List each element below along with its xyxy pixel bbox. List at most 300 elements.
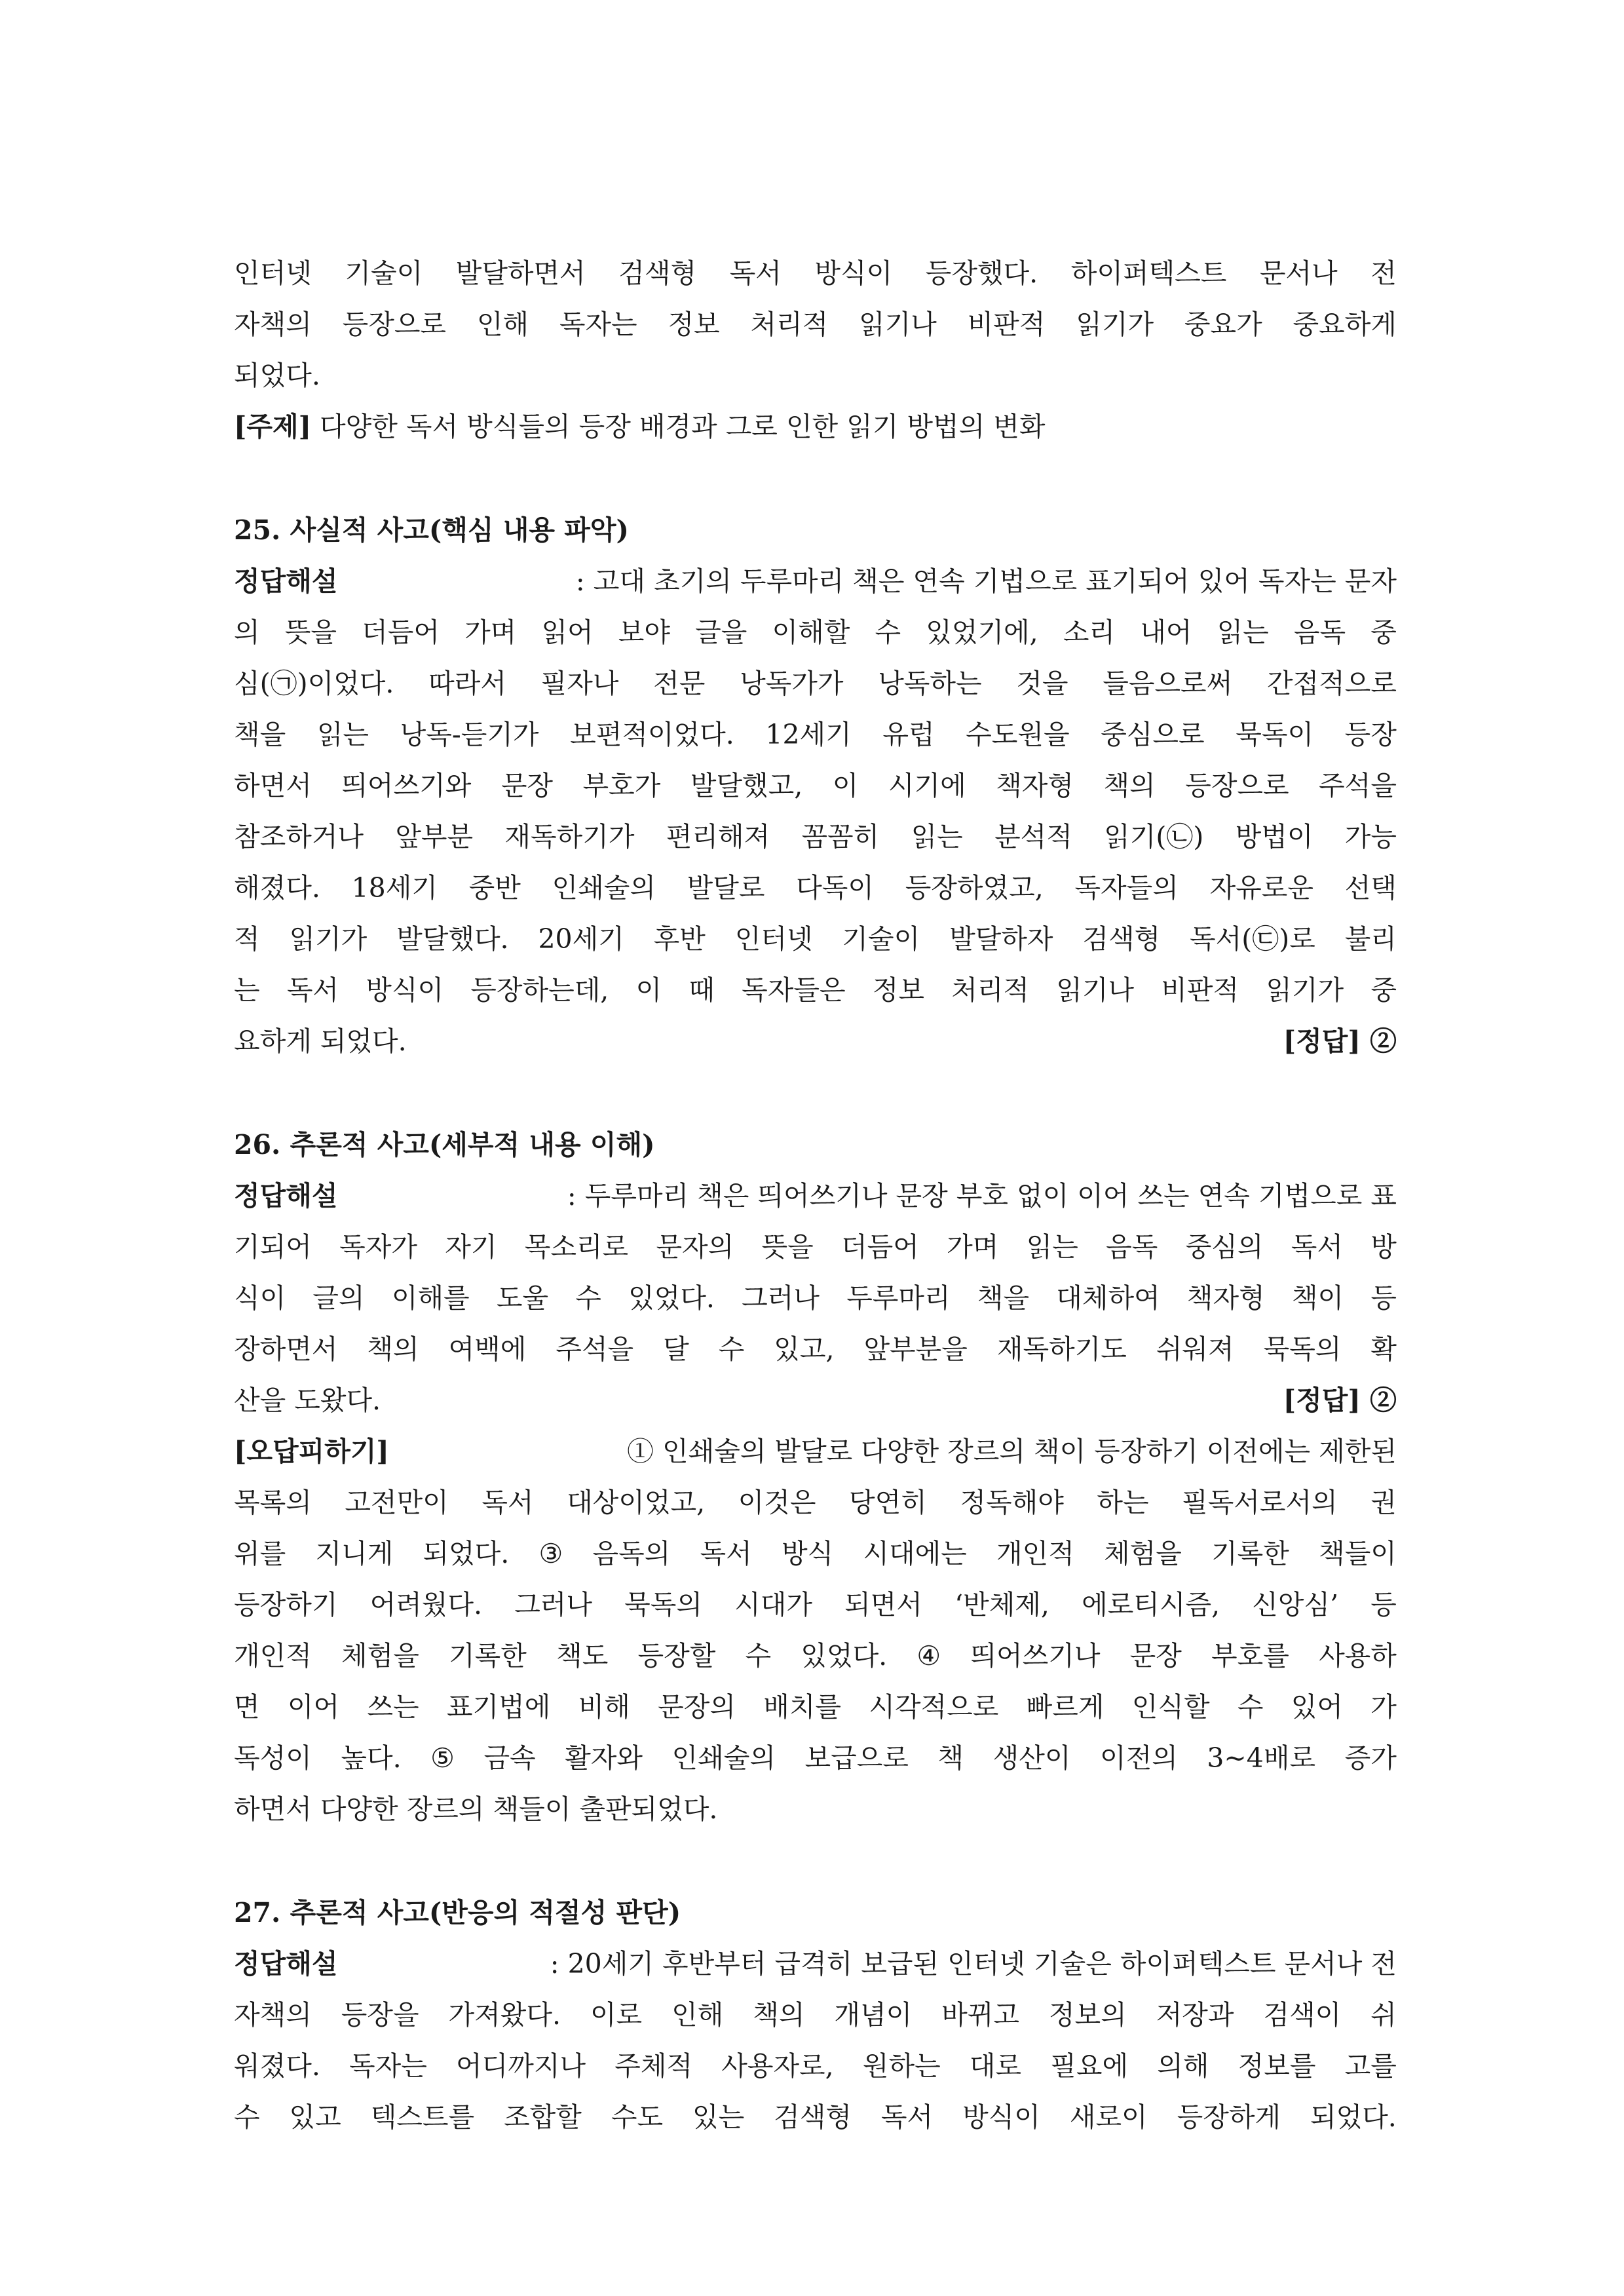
word: 있고	[289, 2101, 341, 2133]
word: 수	[718, 1333, 745, 1365]
word: 분석적	[994, 821, 1072, 852]
word: 묵독의	[1263, 1333, 1342, 1365]
text-line	[234, 709, 1397, 760]
word: 등장으로	[342, 309, 447, 340]
word: 띄어쓰기와	[341, 770, 472, 801]
answer-line	[234, 1375, 1397, 1426]
word: 뜻을	[761, 1231, 814, 1263]
word: 발달하면서	[455, 258, 586, 289]
word: 등	[1370, 1589, 1397, 1620]
word: 조합할	[504, 2101, 582, 2133]
word: 독자는	[559, 309, 637, 340]
word: 검색형	[618, 258, 697, 289]
word: 대체하여	[1056, 1282, 1160, 1314]
word: 간접적으로	[1266, 668, 1397, 699]
word: 낭독-듣기가	[400, 719, 539, 750]
word: 재독하기도	[996, 1333, 1127, 1365]
word: 되면서	[844, 1589, 922, 1620]
explanation-text: : 20세기 후반부터 급격히 보급된 인터넷 기술은 하이퍼텍스트 문서나 전	[541, 1948, 1397, 1980]
word: 적	[234, 923, 260, 955]
word: 사용자로,	[721, 2050, 834, 2082]
word: 독서	[1291, 1231, 1343, 1263]
word: 등장을	[341, 1999, 419, 2031]
word: 책을	[234, 719, 286, 750]
word: 그러나	[742, 1282, 820, 1314]
word: ‘반체제,	[954, 1589, 1049, 1620]
word: 달	[663, 1333, 689, 1365]
word: 원하는	[862, 2050, 941, 2082]
text-line	[234, 2092, 1397, 2143]
word: 정보	[668, 309, 720, 340]
text-line: 되었다.	[234, 360, 320, 391]
word: 방법이	[1235, 821, 1313, 852]
word: 방식이	[962, 2101, 1040, 2133]
theme-line	[234, 401, 1397, 452]
word: 이	[635, 974, 662, 1006]
word: 책도	[556, 1640, 609, 1672]
word: 참조하거나	[234, 821, 364, 852]
text-line	[234, 1989, 1397, 2040]
word: 빠르게	[1026, 1691, 1105, 1723]
word: 띄어쓰기나	[970, 1640, 1101, 1672]
word: 검색형	[1082, 923, 1161, 955]
word: 독서(㉢)로	[1190, 923, 1315, 955]
word: 내어	[1140, 617, 1192, 648]
word: 뜻을	[284, 617, 337, 648]
word: 해졌다.	[234, 872, 320, 904]
word: 전	[1370, 258, 1397, 289]
word: 책자형	[1186, 1282, 1265, 1314]
word: 등장	[1344, 719, 1397, 750]
word: 자기	[445, 1231, 497, 1263]
word: 그러나	[514, 1589, 593, 1620]
word: 인터넷	[234, 258, 312, 289]
word: 후반	[653, 923, 706, 955]
question-26-heading: 26. 추론적 사고(세부적 내용 이해)	[234, 1129, 655, 1160]
word: 비판적	[1161, 974, 1239, 1006]
word: 문서나	[1259, 258, 1338, 289]
word: 발달로	[687, 872, 765, 904]
word: 수도	[611, 2101, 664, 2133]
word: 독자는	[349, 2050, 427, 2082]
word: 책을	[977, 1282, 1030, 1314]
word: 편리해져	[666, 821, 770, 852]
word: 중심의	[1185, 1231, 1264, 1263]
word: 심(㉠)이었다.	[234, 668, 394, 699]
word: 비판적	[967, 309, 1046, 340]
word: 유럽	[882, 719, 935, 750]
word: 하는	[1097, 1487, 1149, 1518]
explanation-first-line	[234, 1938, 1397, 1989]
text-line	[234, 607, 1397, 658]
word: 기록한	[1211, 1538, 1289, 1569]
word: 중반	[468, 872, 521, 904]
text-line	[234, 1324, 1397, 1375]
word: 묵독이	[1236, 719, 1314, 750]
word: 쉬	[1370, 1999, 1397, 2031]
word: 있었다.	[801, 1640, 888, 1672]
word: 3~4배로	[1207, 1742, 1316, 1774]
word: 읽기가	[289, 923, 368, 955]
word: 낭독가가	[740, 668, 844, 699]
word: 는	[234, 974, 260, 1006]
word: 필독서로서의	[1182, 1487, 1338, 1518]
word: 독서	[729, 258, 782, 289]
word: 보야	[618, 617, 671, 648]
word: 12세기	[765, 719, 852, 750]
text-line	[234, 248, 1397, 299]
word: 보편적이었다.	[570, 719, 734, 750]
word: 되었다.	[1310, 2101, 1397, 2133]
word: 중요하게	[1293, 309, 1397, 340]
word: 식이	[234, 1282, 286, 1314]
word: 위를	[234, 1538, 286, 1569]
word: 문장의	[658, 1691, 736, 1723]
explanation-label: 정답해설	[234, 565, 338, 597]
word: 읽기나	[1056, 974, 1135, 1006]
word: 문장	[1129, 1640, 1182, 1672]
word: 기술이	[842, 923, 920, 955]
word: 당연히	[849, 1487, 927, 1518]
word: 주석을	[1319, 770, 1397, 801]
word: 가며	[464, 617, 517, 648]
word: 있는	[692, 2101, 745, 2133]
word: 방식이	[366, 974, 444, 1006]
word: 권	[1370, 1487, 1397, 1518]
word: 문장	[500, 770, 554, 801]
word: 읽기(㉡)	[1104, 821, 1204, 852]
word: 텍스트를	[370, 2101, 475, 2133]
word: 등장했다.	[925, 258, 1038, 289]
word: 에로티시즘,	[1082, 1589, 1220, 1620]
word: 독자들은	[742, 974, 846, 1006]
theme-text: 다양한 독서 방식들의 등장 배경과 그로 인한 읽기 방법의 변화	[311, 411, 1046, 442]
word: 읽는	[1217, 617, 1269, 648]
word: 등장하기	[234, 1589, 338, 1620]
word: 글의	[312, 1282, 365, 1314]
word: 읽기가	[1266, 974, 1344, 1006]
text-line: 하면서 다양한 장르의 책들이 출판되었다.	[234, 1793, 718, 1825]
word: 처리적	[750, 309, 829, 340]
word: 더듬어	[362, 617, 440, 648]
word: 수	[234, 2101, 260, 2133]
word: 방식이	[814, 258, 893, 289]
word: 들음으로써	[1103, 668, 1233, 699]
wrong-answer-text: ① 인쇄술의 발달로 다양한 장르의 책이 등장하기 이전에는 제한된	[618, 1436, 1397, 1467]
word: 수	[745, 1640, 772, 1672]
text-line	[234, 811, 1397, 862]
word: 표기법에	[446, 1691, 551, 1723]
word: ⑤	[430, 1742, 455, 1774]
word: 읽는	[1026, 1231, 1078, 1263]
word: 이	[832, 770, 859, 801]
word: 목소리로	[524, 1231, 629, 1263]
word: ③	[538, 1538, 563, 1569]
question-27-heading: 27. 추론적 사고(반응의 적절성 판단)	[234, 1897, 681, 1928]
word: 부호가	[582, 770, 661, 801]
word: 인해	[476, 309, 529, 340]
word: 쓰는	[367, 1691, 419, 1723]
word: 처리적	[951, 974, 1030, 1006]
word: 시대에는	[863, 1538, 967, 1569]
word: 있어	[1291, 1691, 1343, 1723]
text-line: 산을 도왔다.	[234, 1385, 381, 1416]
word: 쉬워져	[1156, 1333, 1234, 1365]
wrong-answer-label: [오답피하기]	[234, 1436, 389, 1467]
word: 검색이	[1263, 1999, 1342, 2031]
word: 고를	[1344, 2050, 1397, 2082]
word: 보급으로	[804, 1742, 909, 1774]
word: 비해	[578, 1691, 630, 1723]
text-line	[234, 1630, 1397, 1681]
word: 독자들의	[1074, 872, 1179, 904]
explanation-label: 정답해설	[234, 1948, 338, 1980]
word: 글을	[695, 617, 747, 648]
word: 체험을	[1104, 1538, 1182, 1569]
answer-badge: [정답] ②	[1283, 1385, 1397, 1416]
word: 두루마리	[846, 1282, 951, 1314]
word: 선택	[1344, 872, 1397, 904]
word: 가능	[1344, 821, 1397, 852]
word: 기록한	[449, 1640, 527, 1672]
text-line	[234, 965, 1397, 1016]
word: 이로	[590, 1999, 643, 2031]
word: 책의	[1103, 770, 1156, 801]
text-line	[234, 1732, 1397, 1784]
word: 주체적	[614, 2050, 693, 2082]
word: 주석을	[556, 1333, 634, 1365]
word: 독서	[482, 1487, 534, 1518]
word: 지니게	[315, 1538, 394, 1569]
word: 정보의	[1048, 1999, 1127, 2031]
explanation-first-line	[234, 556, 1397, 607]
answer-badge: [정답] ②	[1283, 1025, 1397, 1057]
word: 따라서	[428, 668, 506, 699]
word: 장하면서	[234, 1333, 338, 1365]
word: 전문	[653, 668, 706, 699]
word: 있었기에,	[926, 617, 1038, 648]
answer-line	[234, 1016, 1397, 1067]
word: 등장하였고,	[905, 872, 1044, 904]
word: 기술이	[345, 258, 423, 289]
word: 발달했고,	[690, 770, 803, 801]
word: 사용하	[1319, 1640, 1397, 1672]
word: 소리	[1063, 617, 1116, 648]
word: 증가	[1344, 1742, 1397, 1774]
word: 독서	[700, 1538, 752, 1569]
word: 목록의	[234, 1487, 312, 1518]
word: 워졌다.	[234, 2050, 320, 2082]
word: 시대가	[734, 1589, 812, 1620]
word: 음독	[1106, 1231, 1158, 1263]
word: 읽는	[911, 821, 963, 852]
word: 때	[689, 974, 715, 1006]
word: 등장할	[637, 1640, 716, 1672]
word: 책	[937, 1742, 964, 1774]
word: 자유로운	[1209, 872, 1313, 904]
word: 독자가	[339, 1231, 417, 1263]
word: 중	[1370, 617, 1397, 648]
word: 높다.	[341, 1742, 402, 1774]
theme-label: [주제]	[234, 411, 312, 442]
explanation-text: : 두루마리 책은 띄어쓰기나 문장 부호 없이 이어 쓰는 연속 기법으로 표	[558, 1180, 1397, 1212]
word: 체험을	[341, 1640, 419, 1672]
word: 읽는	[316, 719, 369, 750]
text-line	[234, 1681, 1397, 1732]
word: 불리	[1344, 923, 1397, 955]
word: 인식할	[1131, 1691, 1210, 1723]
word: 시각적으로	[869, 1691, 999, 1723]
word: 이전의	[1099, 1742, 1178, 1774]
word: 자책의	[234, 309, 312, 340]
word: 음독의	[592, 1538, 671, 1569]
word: 20세기	[538, 923, 624, 955]
word: 도울	[496, 1282, 549, 1314]
word: 있고,	[774, 1333, 835, 1365]
word: 의해	[1157, 2050, 1209, 2082]
word: 있었다.	[628, 1282, 715, 1314]
word: 바뀌고	[941, 1999, 1019, 2031]
word: 정보	[872, 974, 925, 1006]
word: 수	[1237, 1691, 1264, 1723]
word: 앞부분을	[863, 1333, 968, 1365]
text-line	[234, 1221, 1397, 1272]
word: 정보를	[1237, 2050, 1316, 2082]
word: 시기에	[888, 770, 966, 801]
word: 이어	[287, 1691, 340, 1723]
word: 책들이	[1319, 1538, 1397, 1569]
word: 책의	[367, 1333, 419, 1365]
word: 더듬어	[841, 1231, 919, 1263]
word: 18세기	[351, 872, 438, 904]
word: 가며	[947, 1231, 999, 1263]
word: 등장하는데,	[470, 974, 609, 1006]
text-line	[234, 760, 1397, 811]
word: 면	[234, 1691, 260, 1723]
word: 개인적	[234, 1640, 312, 1672]
word: 재독하기가	[504, 821, 635, 852]
text-line	[234, 1528, 1397, 1579]
word: 인쇄술의	[552, 872, 656, 904]
word: 발달하자	[949, 923, 1053, 955]
word: 등장하게	[1177, 2101, 1281, 2133]
word: 읽기가	[1076, 309, 1154, 340]
word: 등장으로	[1185, 770, 1289, 801]
word: 배치를	[763, 1691, 842, 1723]
word: 인쇄술의	[671, 1742, 776, 1774]
word: 이해할	[772, 617, 850, 648]
word: 독서	[286, 974, 339, 1006]
word: 꼼꼼히	[801, 821, 880, 852]
word: 책자형	[996, 770, 1074, 801]
document-page	[234, 248, 1397, 2143]
text-line	[234, 658, 1397, 709]
word: 중심으로	[1101, 719, 1205, 750]
word: 등	[1370, 1282, 1397, 1314]
text-line	[234, 862, 1397, 913]
word: 책의	[753, 1999, 805, 2031]
text-line: 요하게 되었다.	[234, 1025, 407, 1057]
word: 자책의	[234, 1999, 312, 2031]
word: 기되어	[234, 1231, 312, 1263]
word: 고전만이	[345, 1487, 449, 1518]
word: 생산이	[992, 1742, 1071, 1774]
word: 필요에	[1050, 2050, 1129, 2082]
word: 의	[234, 617, 260, 648]
word: 필자나	[540, 668, 619, 699]
word: 이해를	[391, 1282, 470, 1314]
word: 저장과	[1156, 1999, 1234, 2031]
text-line	[234, 299, 1397, 350]
word: 읽어	[541, 617, 594, 648]
word: 부호를	[1211, 1640, 1289, 1672]
word: 낭독하는	[878, 668, 982, 699]
text-line	[234, 1272, 1397, 1324]
word: 음독	[1293, 617, 1346, 648]
word: 가져왔다.	[448, 1999, 561, 2031]
explanation-first-line	[234, 1170, 1397, 1221]
text-line	[234, 2040, 1397, 2092]
word: 가	[1370, 1691, 1397, 1723]
word: 하이퍼텍스트	[1070, 258, 1227, 289]
word: 대상이었고,	[567, 1487, 706, 1518]
word: 금속	[483, 1742, 536, 1774]
word: 되었다.	[423, 1538, 510, 1569]
word: 인터넷	[734, 923, 813, 955]
explanation-label: 정답해설	[234, 1180, 338, 1212]
word: 다독이	[796, 872, 874, 904]
word: 새로이	[1069, 2101, 1148, 2133]
word: 개인적	[996, 1538, 1074, 1569]
word: 중	[1370, 974, 1397, 1006]
word: 읽기나	[859, 309, 937, 340]
word: 방식	[781, 1538, 834, 1569]
word: 것을	[1016, 668, 1068, 699]
word: 수	[575, 1282, 601, 1314]
word: 앞부분	[395, 821, 474, 852]
explanation-text: : 고대 초기의 두루마리 책은 연속 기법으로 표기되어 있어 독자는 문자	[567, 565, 1397, 597]
word: 책이	[1291, 1282, 1344, 1314]
word: 여백에	[448, 1333, 527, 1365]
question-25-heading: 25. 사실적 사고(핵심 내용 파악)	[234, 514, 629, 546]
word: 확	[1370, 1333, 1397, 1365]
word: 방	[1370, 1231, 1397, 1263]
word: 신앙심’	[1252, 1589, 1339, 1620]
wrong-answer-first-line	[234, 1426, 1397, 1477]
text-line	[234, 913, 1397, 965]
word: 어려웠다.	[369, 1589, 483, 1620]
word: 어디까지나	[456, 2050, 586, 2082]
word: 문자의	[656, 1231, 734, 1263]
word: 중요가	[1184, 309, 1262, 340]
word: 정독해야	[960, 1487, 1064, 1518]
text-line	[234, 1477, 1397, 1528]
text-line	[234, 1579, 1397, 1630]
word: 발달했다.	[396, 923, 509, 955]
word: ④	[916, 1640, 941, 1672]
word: 검색형	[774, 2101, 852, 2133]
word: 활자와	[565, 1742, 643, 1774]
word: 수	[875, 617, 901, 648]
word: 독서	[880, 2101, 934, 2133]
word: 인해	[671, 1999, 724, 2031]
word: 묵독의	[624, 1589, 702, 1620]
word: 대로	[969, 2050, 1022, 2082]
word: 수도원을	[966, 719, 1070, 750]
word: 하면서	[234, 770, 312, 801]
word: 이것은	[738, 1487, 816, 1518]
word: 독성이	[234, 1742, 312, 1774]
